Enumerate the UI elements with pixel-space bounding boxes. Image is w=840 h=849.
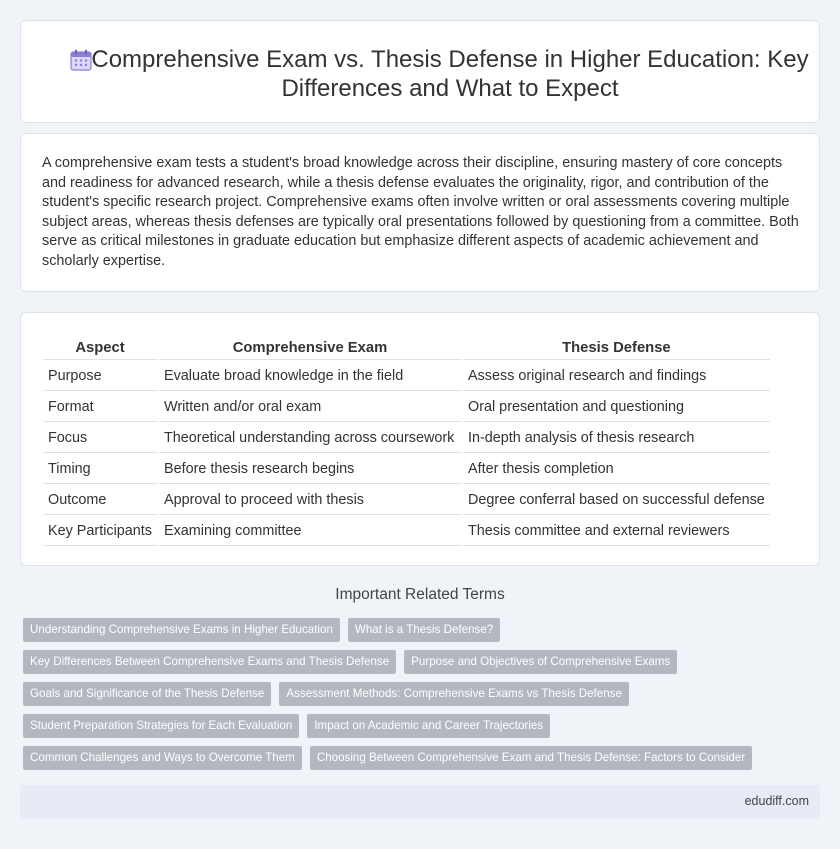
summary-card [20,133,820,292]
cell-comprehensive-exam: Approval to proceed with thesis [159,486,461,515]
table-row [43,362,770,391]
table-row [43,424,770,453]
cell-aspect: Purpose [43,362,157,391]
related-term-tag[interactable]: Goals and Significance of the Thesis Defense [23,682,271,706]
related-term-tag[interactable]: Assessment Methods: Comprehensive Exams vs Thesis Defense [279,682,629,706]
cell-comprehensive-exam: Evaluate broad knowledge in the field [159,362,461,391]
cell-aspect: Format [43,393,157,422]
calendar-icon [69,48,93,72]
cell-comprehensive-exam: Examining committee [159,517,461,546]
related-term-tag[interactable]: Choosing Between Comprehensive Exam and Thesis Defense: Factors to Consider [310,746,752,770]
footer [20,785,820,818]
table-header-row [43,337,770,360]
related-terms-heading: Important Related Terms [335,586,505,603]
header-aspect: Aspect [43,337,157,360]
tag-row [23,650,823,674]
footer-brand[interactable]: edudiff.com [744,794,809,808]
header-comprehensive-exam: Comprehensive Exam [159,337,461,360]
summary-text: A comprehensive exam tests a student's broad knowledge across their discipline, ensuring mastery of core concepts and readiness for advanced research, while a thesis defense evaluates the originality, rigor, and contribution of the student's specific research project. Comprehensive exams often involve written or oral assessments covering multiple subject areas, whereas thesis defenses are typically oral presentations followed by questioning from a committee. Both serve as critical milestones in graduate education but emphasize different aspects of academic achievement and scholarly expertise. [42,155,799,269]
comparison-table [41,335,772,548]
table-row [43,486,770,515]
related-term-tag[interactable]: What is a Thesis Defense? [348,618,500,642]
table-row [43,455,770,484]
header-card [20,20,820,123]
cell-thesis-defense: Degree conferral based on successful defense [463,486,770,515]
tag-row [23,682,823,706]
cell-aspect: Timing [43,455,157,484]
header-thesis-defense: Thesis Defense [463,337,770,360]
cell-aspect: Focus [43,424,157,453]
cell-aspect: Outcome [43,486,157,515]
cell-comprehensive-exam: Theoretical understanding across coursework [159,424,461,453]
tag-row [23,618,823,642]
comparison-card [20,312,820,566]
cell-thesis-defense: Oral presentation and questioning [463,393,770,422]
table-row [43,517,770,546]
related-term-tag[interactable]: Purpose and Objectives of Comprehensive Exams [404,650,677,674]
related-terms-list [23,618,823,778]
related-term-tag[interactable]: Student Preparation Strategies for Each Evaluation [23,714,299,738]
cell-aspect: Key Participants [43,517,157,546]
cell-thesis-defense: After thesis completion [463,455,770,484]
cell-thesis-defense: Thesis committee and external reviewers [463,517,770,546]
related-term-tag[interactable]: Impact on Academic and Career Trajectories [307,714,550,738]
related-term-tag[interactable]: Understanding Comprehensive Exams in Higher Education [23,618,340,642]
cell-thesis-defense: Assess original research and findings [463,362,770,391]
tag-row [23,714,823,738]
cell-comprehensive-exam: Written and/or oral exam [159,393,461,422]
tag-row [23,746,823,770]
table-row [43,393,770,422]
cell-thesis-defense: In-depth analysis of thesis research [463,424,770,453]
related-term-tag[interactable]: Common Challenges and Ways to Overcome Them [23,746,302,770]
cell-comprehensive-exam: Before thesis research begins [159,455,461,484]
page-title: Comprehensive Exam vs. Thesis Defense in Higher Education: Key Differences and What to Expect [91,46,809,102]
related-term-tag[interactable]: Key Differences Between Comprehensive Exams and Thesis Defense [23,650,396,674]
